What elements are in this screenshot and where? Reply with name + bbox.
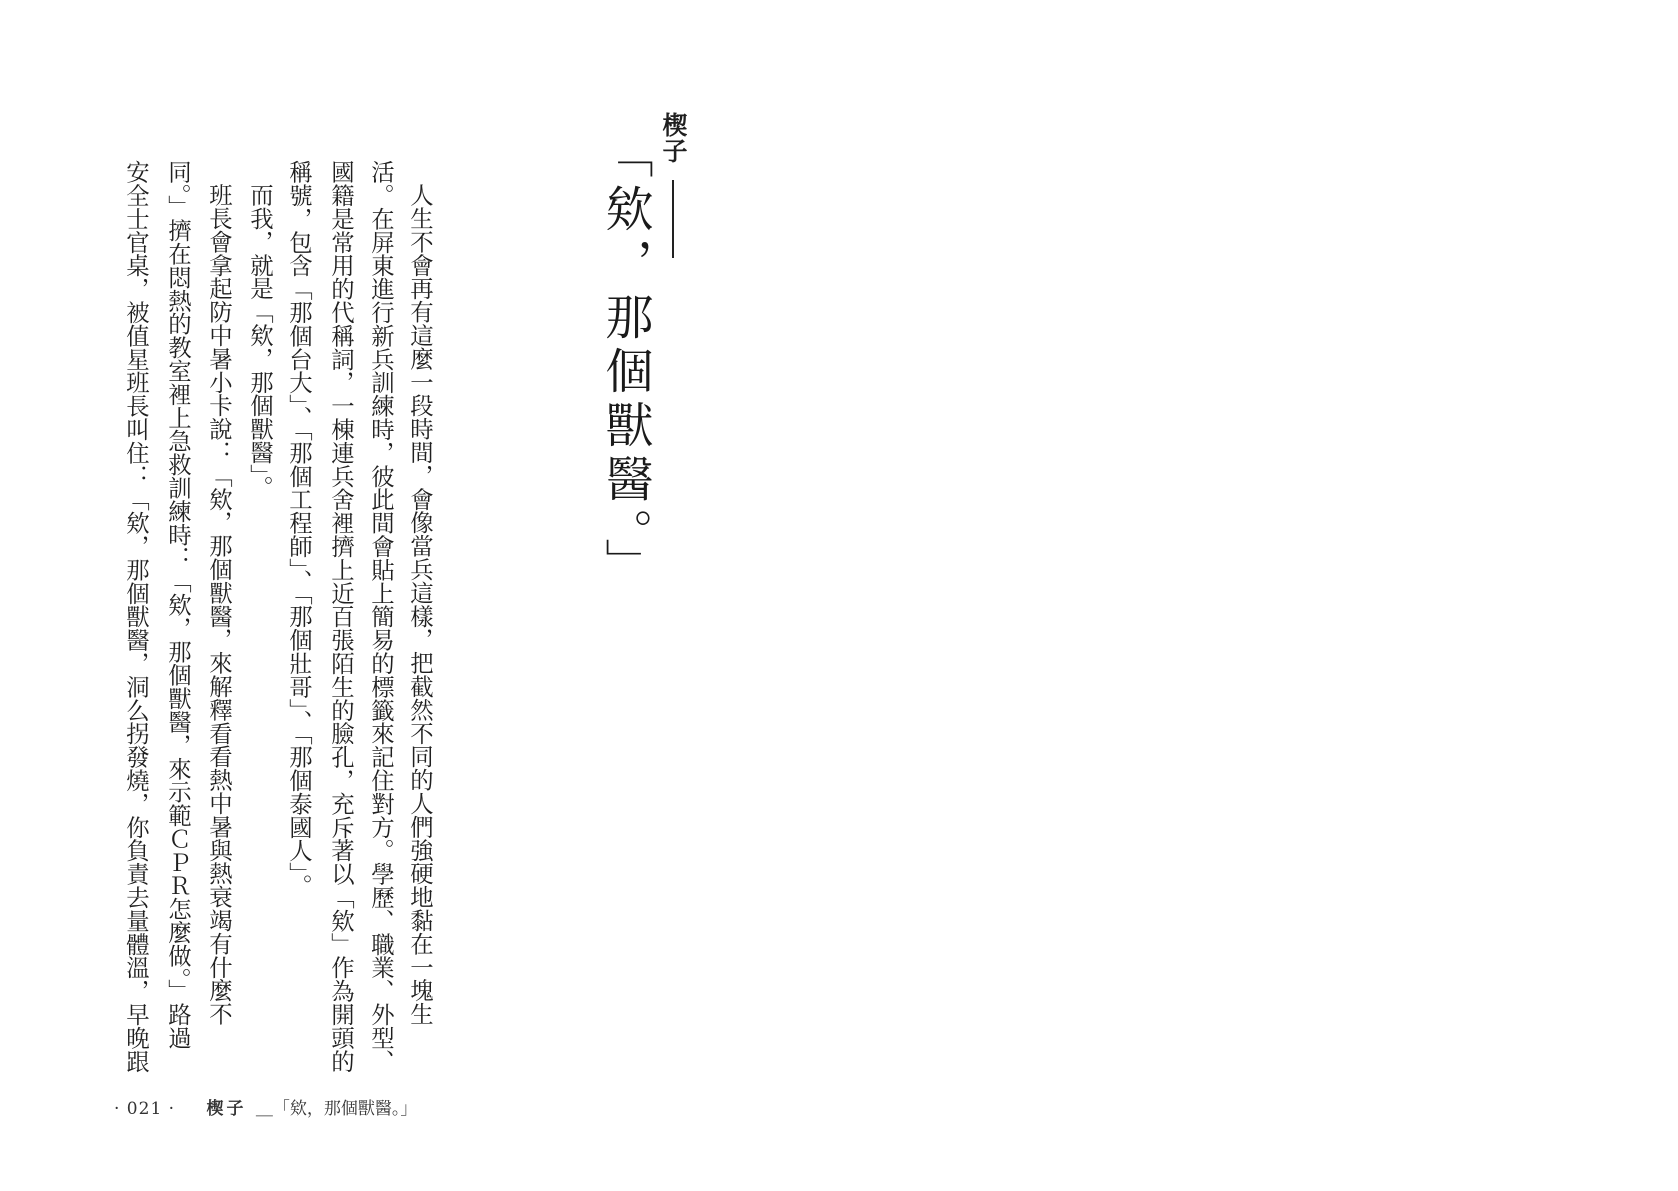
chapter-title: 「欸，那個獸醫。」 (597, 130, 653, 592)
footer-section: 楔子 (206, 1099, 247, 1119)
chapter-rule (672, 180, 674, 258)
body-column-3: 國籍是常用的代稱詞，一棟連兵舍裡擠上近百張陌生的臉孔，充斥著以「欸」作為開頭的 (327, 160, 355, 1073)
body-column-6: 班長會拿起防中暑小卡說：「欸，那個獸醫，來解釋看看熱中暑與熱衰竭有什麼不 (205, 183, 233, 1026)
body-column-1: 人生不會再有這麼一段時間，會像當兵這樣，把截然不同的人們強硬地黏在一塊生 (406, 183, 434, 1026)
page-number: · 021 · (114, 1099, 176, 1119)
body-column-4: 稱號，包含「那個台大」、「那個工程師」、「那個壯哥」、「那個泰國人」。 (285, 160, 313, 898)
body-column-7: 同。」擠在悶熱的教室裡上急救訓練時：「欸，那個獸醫，來示範ＣＰＲ怎麼做。」路過 (164, 160, 192, 1050)
page-footer (114, 1094, 417, 1119)
chapter-label: 楔子 (659, 112, 688, 164)
body-column-2: 活。在屏東進行新兵訓練時，彼此間會貼上簡易的標籤來記住對方。學歷、職業、外型、 (367, 160, 395, 1073)
body-column-8: 安全士官桌，被值星班長叫住：「欸，那個獸醫，洞么拐發燒，你負責去量體溫，早晚跟 (122, 160, 150, 1073)
footer-title: ＿「欸，那個獸醫。」 (255, 1099, 418, 1119)
body-column-5: 而我，就是「欸，那個獸醫」。 (246, 183, 274, 499)
